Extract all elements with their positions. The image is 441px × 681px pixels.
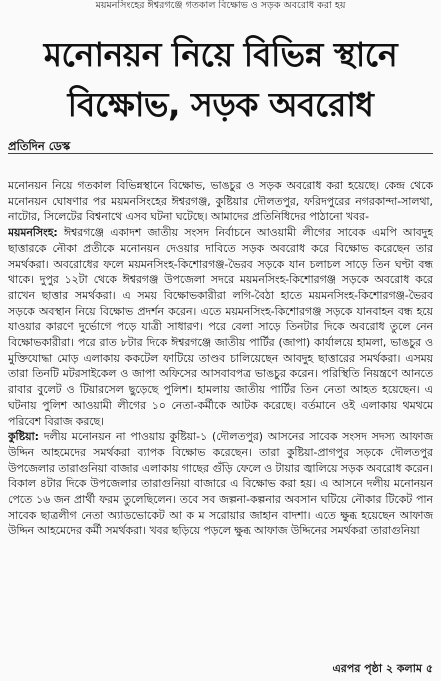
kushtia-paragraph bbox=[8, 429, 433, 539]
mymensingh-paragraph bbox=[8, 225, 433, 429]
headline bbox=[8, 30, 433, 130]
article-body bbox=[8, 178, 433, 674]
continued-on-page: এরপর পৃষ্ঠা ২ কলাম ৫ bbox=[326, 660, 433, 679]
kushtia-text: দলীয় মনোনয়ন না পাওয়ায় কুষ্টিয়া-১ (দৌলতপুর) আসনের সাবেক সংসদ সদস্য আফাজ উদ্দিন আহমেদের সমর্থকরা ব্যাপক বিক্ষোভ করেছেন। তারা কুষ্টিয়া-প্রাগপুর সড়কে দৌলতপুর উপজেলার তারাগুনিয়া বাজার এলাকায় গাছের গুঁড়ি ফেলে ও টায়ার জ্বালিয়ে সড়ক অবরোধ করেন। বিকাল ৪টার দিকে উপজেলার তারাগুনিয়া বাজারে এ বিক্ষোভ করা হয়। এ আসনে দলীয় মনোনয়ন পেতে ১৬ জন প্রার্থী ফরম তুলেছিলেন। তবে সব জল্পনা-কল্পনার অবসান ঘটিয়ে নৌকার টিকেট পান সাবেক ছাত্রলীগ নেতা অ্যাডভোকেট আ ক ম সরোয়ার জাহান বাদশা। এতে ক্ষুব্ধ হয়েছেন আফাজ উদ্দিন আহমেদের কর্মী সমর্থকরা। খবর ছড়িয়ে পড়লে ক্ষুব্ধ আফাজ উদ্দিনের সমর্থকরা তারাগুনিয়া bbox=[8, 430, 433, 538]
headline-line-1: মনোনয়ন নিয়ে বিভিন্ন স্থানে bbox=[43, 35, 398, 74]
mymensingh-dateline: ময়মনসিংহ: bbox=[8, 226, 58, 240]
kushtia-dateline: কুষ্টিয়া: bbox=[8, 430, 39, 444]
byline-divider bbox=[8, 153, 433, 154]
photo-caption: ময়মনসিংহের ঈশ্বরগঞ্জে গতকাল বিক্ষোভ ও সড়ক অবরোধ করা হয় bbox=[95, 0, 346, 11]
headline-line-2: বিক্ষোভ, সড়ক অবরোধ bbox=[67, 85, 374, 124]
mymensingh-text: ঈশ্বরগঞ্জে একাদশ জাতীয় সংসদ নির্বাচনে আওয়ামী লীগের সাবেক এমপি আবদুহ ছাত্তারকে নৌকা প্রতীকে মনোনয়ন দেওয়ার দাবিতে সড়ক অবরোধ করে বিক্ষোভ করেছেন তার সমর্থকরা। অবরোধের ফলে ময়মনসিংহ-কিশোরগঞ্জ-ভৈরব সড়কে যান চলাচল সাড়ে তিন ঘণ্টা বন্ধ থাকে। দুপুর ১২টা থেকে ঈশ্বরগঞ্জ উপজেলা সদরে ময়মনসিংহ-কিশোরগঞ্জ সড়কে অবরোধ করে রাখেন ছাত্তার সমর্থকরা। এ সময় বিক্ষোভকারীরা লগি-বৈঠা হাতে ময়মনসিংহ-কিশোরগঞ্জ-ভৈরব সড়কে অবস্থান নিয়ে বিক্ষোভ প্রদর্শন করেন। এতে ময়মনসিংহ-কিশোরগঞ্জ সড়কে যানবাহন বন্ধ হয়ে যাওয়ার কারণে দুর্ভোগে পড়ে যাত্রী সাধারণ। পরে বেলা সাড়ে তিনটার দিকে অবরোধ তুলে নেন বিক্ষোভকারীরা। পরে রাত ৮টার দিকে ঈশ্বরগঞ্জে জাতীয় পার্টির (জাপা) কার্যালয়ে হামলা, ভাঙচুর ও মুক্তিযোদ্ধা মোড় এলাকায় ককটেল ফাটিয়ে তাণ্ডব চালিয়েছেন আবদুহ ছাত্তারের সমর্থকরা। এসময় তারা তিনটি মটরসাইকেল ও জাপা অফিসের আসবাবপত্র ভাঙচুর করেন। পরিস্থিতি নিয়ন্ত্রণে আনতে রাবার বুলেট ও টিয়ারসেল ছুড়েছে পুলিশ। হামলায় জাতীয় পার্টির তিন নেতা আহত হয়েছেন। এ ঘটনায় পুলিশ আওয়ামী লীগের ১০ নেতা-কর্মীকে আটক করেছে। বর্তমানে ওই এলাকায় থমথমে পরিবেশ বিরাজ করছে। bbox=[8, 226, 433, 428]
intro-paragraph: মনোনয়ন নিয়ে গতকাল বিভিন্নস্থানে বিক্ষোভ, ভাঙচুর ও সড়ক অবরোধ করা হয়েছে। কেন্দ্র থেকে মনোনয়ন ঘোষণার পর ময়মনসিংহের ঈশ্বরগঞ্জ, কুষ্টিয়ার দৌলতপুর, ফরিদপুরের নগরকান্দা-সালথা, নাটোর, সিলেটের বিশ্বনাথে এসব ঘটনা ঘটেছে। আমাদের প্রতিনিধিদের পাঠানো খবর- bbox=[8, 179, 433, 224]
byline: প্রতিদিন ডেস্ক bbox=[8, 139, 71, 153]
